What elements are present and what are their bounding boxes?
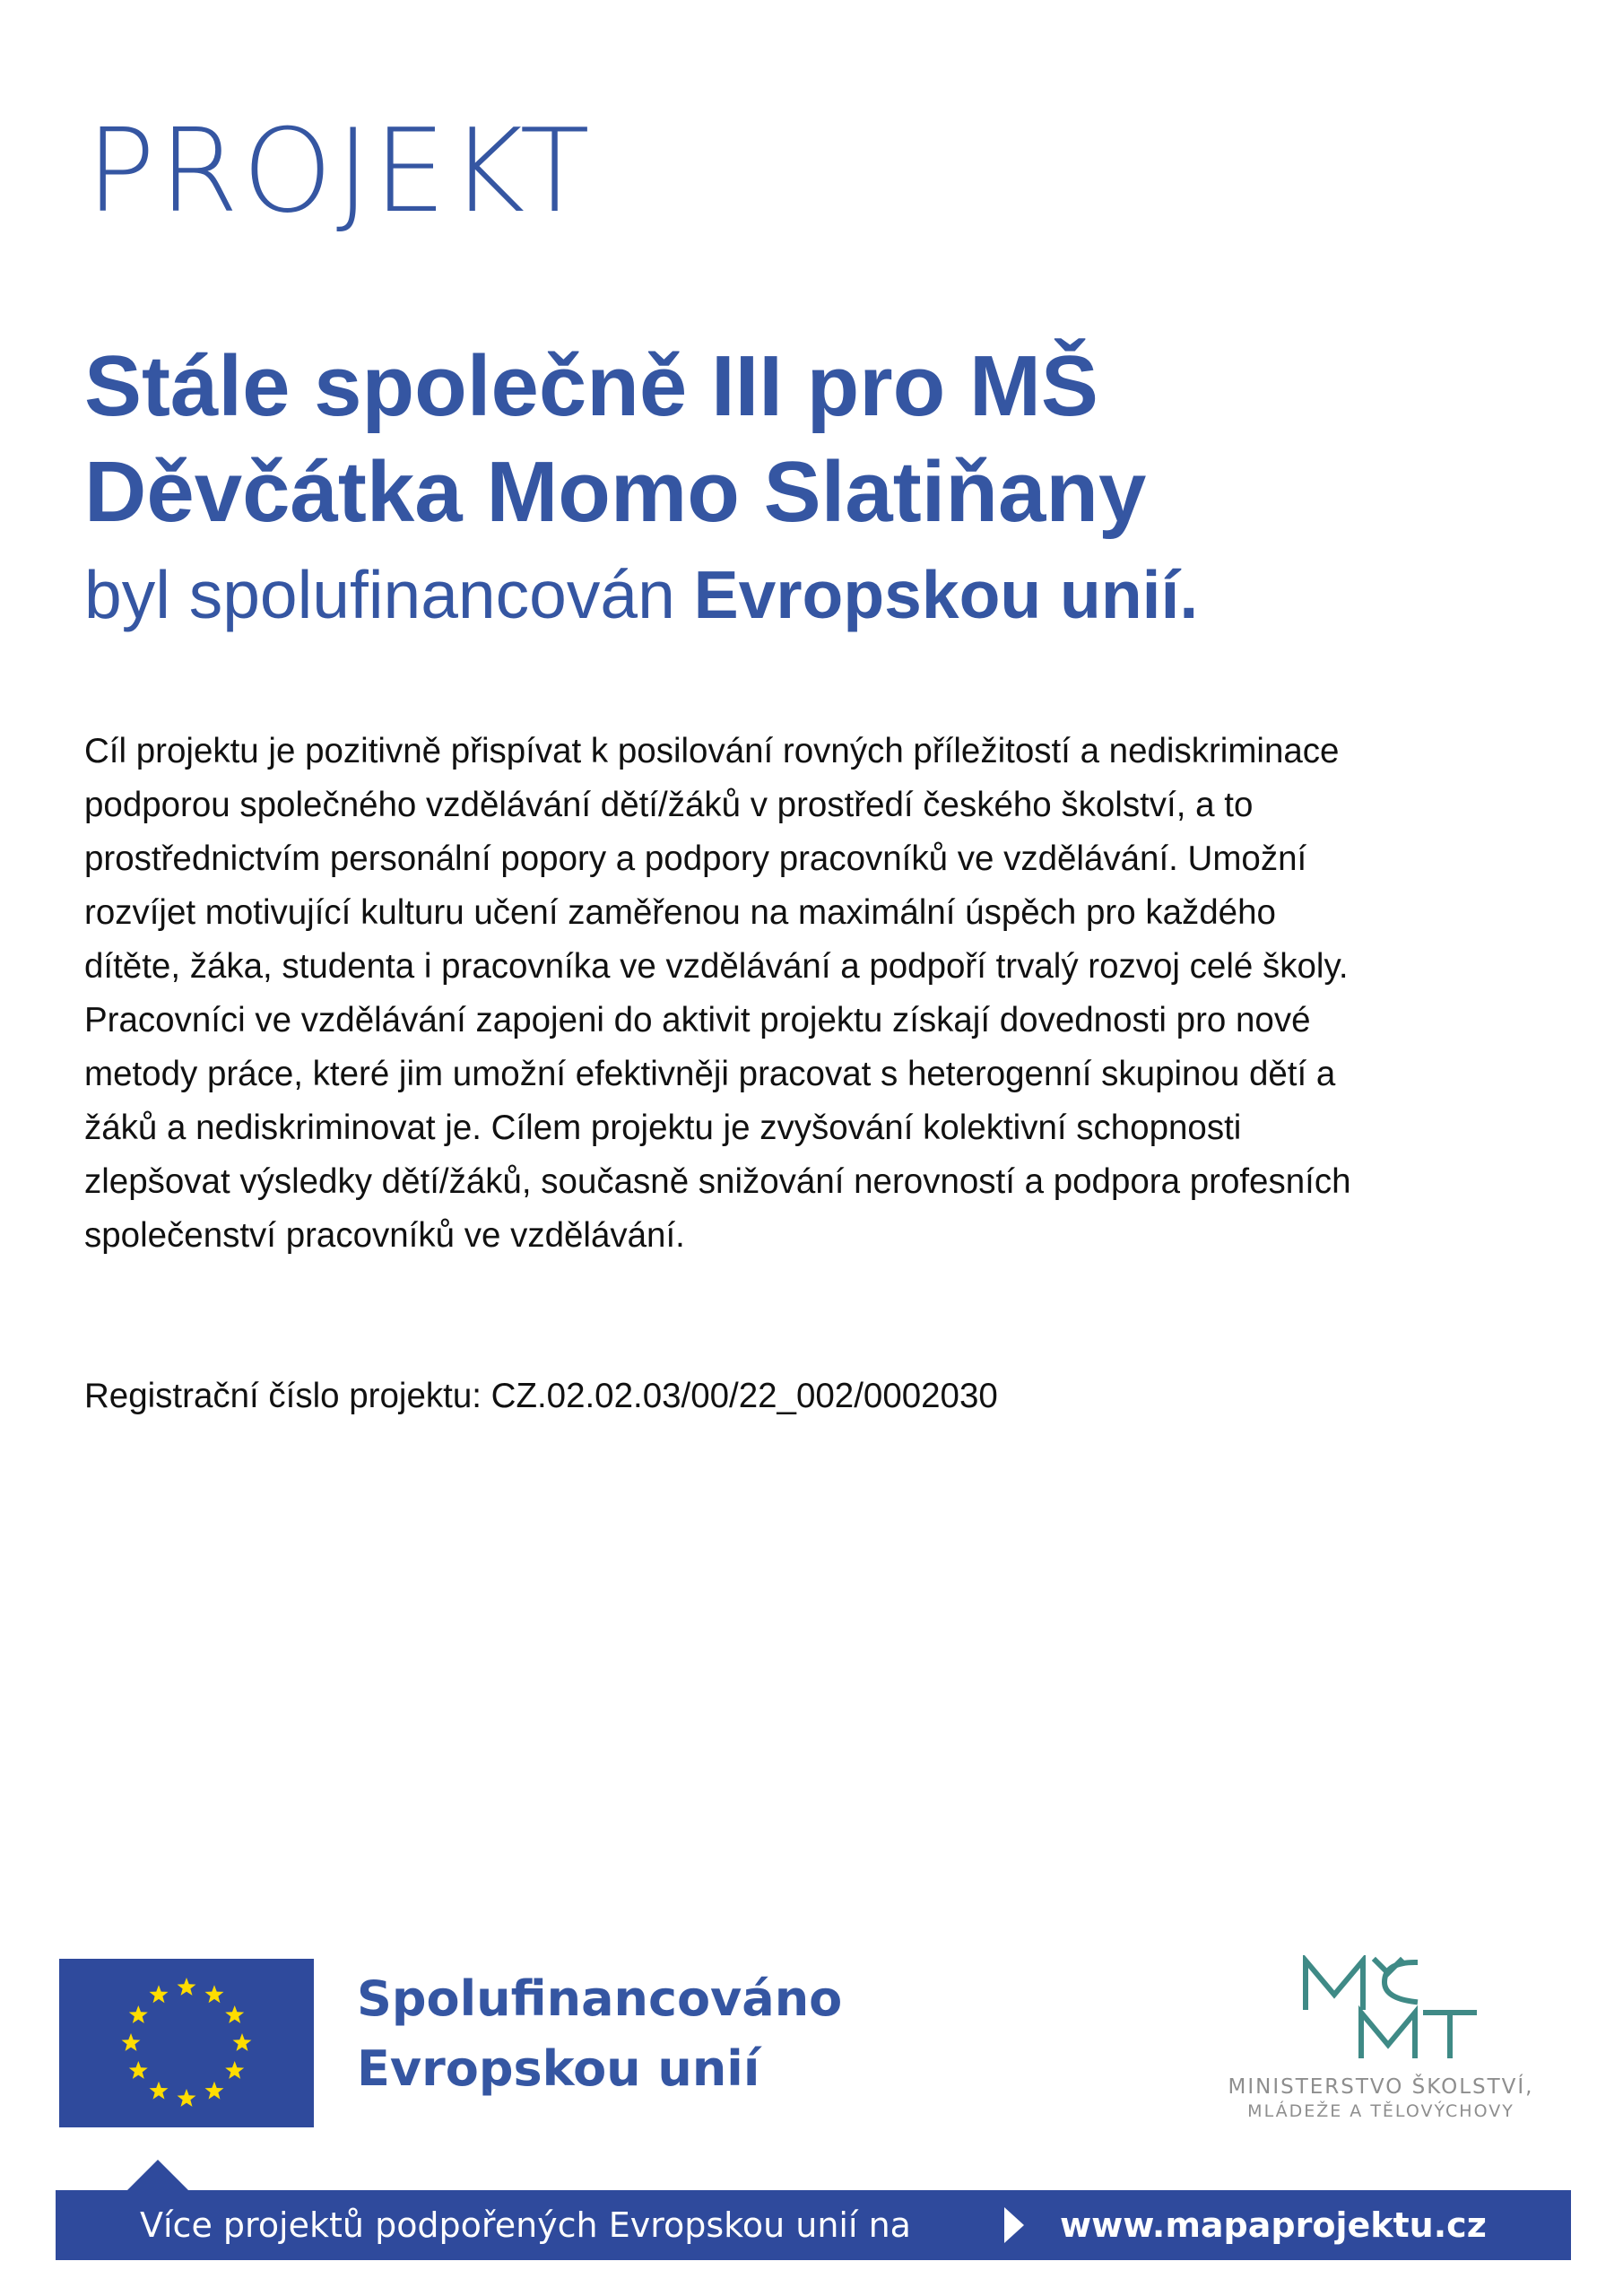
eu-star-icon [225,2061,244,2079]
funding-subtitle-eu: Evropskou unií. [693,557,1199,632]
description-line: prostřednictvím personální popory a podpory pracovníků ve vzdělávání. Umožní [84,839,1307,878]
mapaprojektu-link[interactable]: www.mapaprojektu.cz [1060,2205,1487,2245]
eu-star-icon [205,1985,224,2003]
project-title-block [84,334,1519,644]
msmt-name-line-1: MINISTERSTVO ŠKOLSTVÍ, [1228,2075,1534,2099]
description-line: Pracovníci ve vzdělávání zapojeni do aktivit projektu získají dovednosti pro nové [84,1001,1311,1039]
eu-star-icon [178,2089,196,2107]
project-title-line-2: Děvčátka Momo Slatiňany [84,444,1147,540]
funding-subtitle-prefix: byl spolufinancován [84,557,694,632]
more-projects-text: Více projektů podpořených Evropskou unií na [140,2205,911,2245]
msmt-name [1211,2075,1551,2124]
eu-cofunding-line-2: Evropskou unií [357,2040,760,2097]
eu-flag-icon [59,1959,314,2127]
eu-star-icon [178,1978,196,1996]
msmt-logo [1202,1955,1560,2135]
description-line: metody práce, které jim umožní efektivněji pracovat s heterogenní skupinou dětí a [84,1055,1336,1093]
eu-star-icon [233,2033,252,2051]
eu-cofunding-line-1: Spolufinancováno [357,1970,843,2027]
eu-star-icon [122,2033,141,2051]
eu-star-icon [150,2082,169,2100]
project-description [84,725,1609,1263]
play-arrow-icon [1004,2207,1024,2243]
bottom-bar-notch [127,2160,188,2190]
description-line: společenství pracovníků ve vzdělávání. [84,1216,685,1255]
page-heading: PROJEKT [86,105,594,239]
description-line: Cíl projektu je pozitivně přispívat k posilování rovných příležitostí a nediskriminace [84,732,1340,770]
funding-subtitle [84,545,1519,644]
description-line: podporou společného vzdělávání dětí/žáků v prostředí českého školství, a to [84,786,1254,824]
eu-star-icon [205,2082,224,2100]
msmt-name-line-2: MLÁDEŽE A TĚLOVÝCHOVY [1247,2101,1515,2121]
eu-cofunding-label [357,1964,842,2104]
eu-star-icon [129,2005,148,2023]
description-line: rozvíjet motivující kulturu učení zaměřenou na maximální úspěch pro každého [84,893,1276,932]
msmt-monogram-icon [1298,1955,1478,2063]
project-title-line-1: Stále společně III pro MŠ [84,338,1098,434]
eu-star-icon [150,1985,169,2003]
eu-star-icon [129,2061,148,2079]
eu-star-icon [225,2005,244,2023]
description-line: dítěte, žáka, studenta i pracovníka ve vzdělávání a podpoří trvalý rozvoj celé školy. [84,947,1349,986]
bottom-bar [56,2190,1571,2260]
description-line: žáků a nediskriminovat je. Cílem projektu je zvyšování kolektivní schopnosti [84,1109,1242,1147]
description-line: zlepšovat výsledky dětí/žáků, současně snižování nerovností a podpora profesních [84,1162,1351,1201]
eu-stars-icon [59,1959,314,2127]
registration-number: Registrační číslo projektu: CZ.02.02.03/00/22_002/0002030 [84,1377,998,1415]
